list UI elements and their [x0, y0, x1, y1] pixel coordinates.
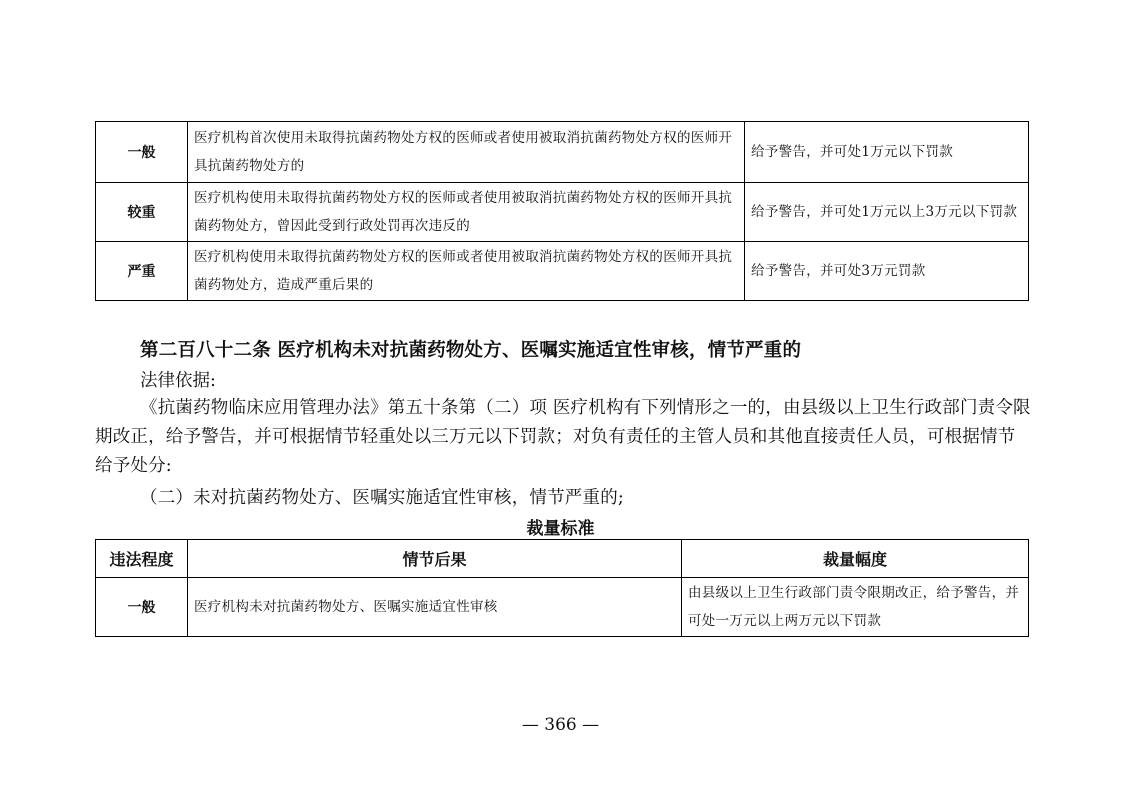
circumstance-description: 医疗机构使用未取得抗菌药物处方权的医师或者使用被取消抗菌药物处方权的医师开具抗菌药物处方，曾因此受到行政处罚再次违反的 — [188, 183, 745, 242]
table-row — [96, 122, 1029, 183]
table-row — [96, 242, 1029, 301]
table-row — [96, 183, 1029, 242]
legal-basis-label: 法律依据: — [140, 371, 216, 391]
circumstance-description: 医疗机构首次使用未取得抗菌药物处方权的医师或者使用被取消抗菌药物处方权的医师开具抗菌药物处方的 — [188, 122, 745, 183]
circumstance-description: 医疗机构使用未取得抗菌药物处方权的医师或者使用被取消抗菌药物处方权的医师开具抗菌药物处方，造成严重后果的 — [188, 242, 745, 301]
penalty-range: 给予警告，并可处3万元罚款 — [745, 242, 1029, 301]
discretion-standard-table — [95, 539, 1029, 637]
article-title: 第二百八十二条 医疗机构未对抗菌药物处方、医嘱实施适宜性审核，情节严重的 — [140, 340, 802, 361]
clause-text: （二）未对抗菌药物处方、医嘱实施适宜性审核，情节严重的; — [140, 488, 624, 508]
top-discretion-table — [95, 121, 1029, 301]
severity-level: 一般 — [96, 578, 188, 637]
severity-level: 严重 — [96, 242, 188, 301]
severity-level: 较重 — [96, 183, 188, 242]
table-header-row — [96, 540, 1029, 578]
penalty-range: 由县级以上卫生行政部门责令限期改正，给予警告，并可处一万元以上两万元以下罚款 — [682, 578, 1029, 637]
penalty-range: 给予警告，并可处1万元以上3万元以下罚款 — [745, 183, 1029, 242]
legal-basis-text: 《抗菌药物临床应用管理办法》第五十条第（二）项 医疗机构有下列情形之一的，由县级以上卫生行政部门责令限期改正，给予警告，并可根据情节轻重处以三万元以下罚款；对负有责任的主管人员和其他直接责任人员，可根据情节给予处分: — [95, 398, 1031, 476]
table-row — [96, 578, 1029, 637]
penalty-range: 给予警告，并可处1万元以下罚款 — [745, 122, 1029, 183]
page-number: — 366 — — [521, 715, 600, 735]
severity-level: 一般 — [96, 122, 188, 183]
column-header-severity: 违法程度 — [96, 540, 188, 578]
column-header-penalty: 裁量幅度 — [682, 540, 1029, 578]
column-header-circumstance: 情节后果 — [188, 540, 682, 578]
circumstance-description: 医疗机构未对抗菌药物处方、医嘱实施适宜性审核 — [188, 578, 682, 637]
standard-title: 裁量标准 — [526, 519, 595, 539]
